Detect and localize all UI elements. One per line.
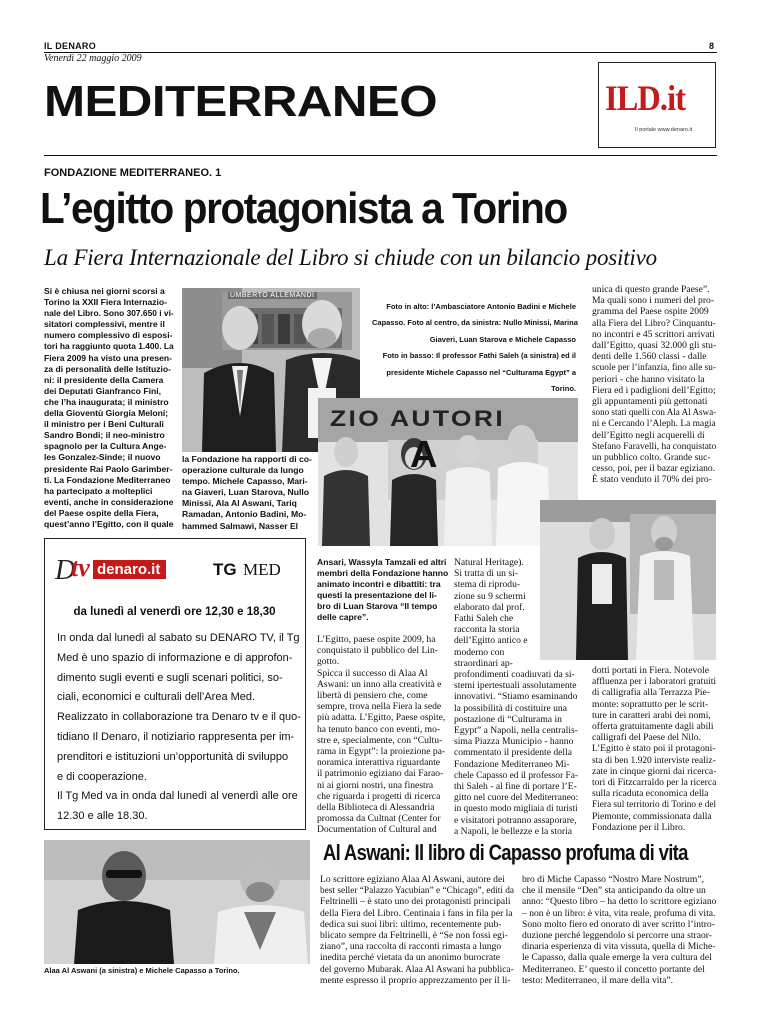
tv-line: Realizzato in collaborazione tra Denaro tv e il quo- <box>57 711 301 724</box>
intro-line: les Gonzalez-Sinde; il nuovo <box>44 452 161 463</box>
photo-aswani-capasso <box>44 840 310 964</box>
logo-med: MED <box>243 560 281 579</box>
body-line: Ma quali sono i numeri del pro- <box>592 295 715 307</box>
body-line: della Fiera del Libro. Centinaia i fans in fila per la <box>320 907 513 919</box>
intro-line: delle capre”. <box>317 612 369 623</box>
body-line: L’Egitto, paese ospite 2009, ha <box>317 634 436 645</box>
body-line: calligrafi del Paese del Nilo. <box>592 732 701 744</box>
body-line: conquistato il pubblico del Lin- <box>317 645 438 657</box>
body-line: promossa da Cultnat (Center for <box>317 813 441 825</box>
body-line: inedita perché vietata da un anonimo burocrate <box>320 952 501 964</box>
intro-line: dei Deputati Gianfranco Fini, <box>44 385 161 396</box>
body-line: ni e Cercando l’Aleph. La magia <box>592 418 716 430</box>
body-line: noramica interattiva riguardante <box>317 757 441 769</box>
body-line: moderno con <box>454 646 505 658</box>
body-line: Sono molto fiero ed onorato di aver scritto l’intro- <box>522 918 715 930</box>
intro-line: che l’ha inaugurata; il ministro <box>44 396 169 407</box>
body-line: innovativi. “Stiamo esaminando <box>454 691 578 703</box>
intro-line: della Gioventù Giorgia Meloni; <box>44 408 169 419</box>
body-line: elaborato dal prof. <box>454 601 525 613</box>
body-line: stema di riprodu- <box>454 579 521 591</box>
intro-line: ha partecipato a molteplici <box>44 485 153 496</box>
article-column-right <box>592 284 716 486</box>
tv-schedule: da lunedì al venerdì ore 12,30 e 18,30 <box>73 606 276 618</box>
tv-line: Med è uno spazio di informazione e di approfon- <box>57 651 293 664</box>
photo-sign: UMBERTO ALLEMANDI <box>230 292 315 299</box>
body-line: Natural Heritage). <box>454 557 524 568</box>
caption-line: presidente Michele Capasso nel “Culturama Egypt” a <box>386 367 576 377</box>
body-line: e visitatori potranno assaporare, <box>454 814 577 826</box>
body-line: L’Egitto è stato poi il protagoni- <box>592 743 716 755</box>
section-title: MEDITERRANEO <box>44 77 438 126</box>
body-line: anno: “Questo libro – ha detto lo scrittore egiziano <box>522 896 716 908</box>
body-line: ha tenuto banco con eventi, mo- <box>317 723 441 735</box>
photo-banner-text: ZIO AUTORI <box>330 406 506 431</box>
body-line: dotti portati in Fiera. Notevole <box>592 665 709 676</box>
intro-line: tempo. Michele Capasso, Mari- <box>182 476 308 487</box>
body-line: Piemonte, commissionata dalla <box>592 810 712 822</box>
second-article-column-1 <box>320 874 514 986</box>
body-line: dedica sui suoi libri: ultimo, recentemente pub- <box>320 918 502 930</box>
body-line: Stefano Faravelli, ha conquistato <box>592 440 716 452</box>
body-line: rama in Egypt”: la proiezione pa- <box>317 746 446 758</box>
tv-line: In onda dal lunedì al sabato su DENARO TV, il Tg <box>57 632 300 644</box>
body-line: ziano”, una raccolta di racconti rimasta a lungo <box>320 941 502 953</box>
body-line: blicato sempre da Feltrinelli, è “Se non fossi egi- <box>320 930 508 942</box>
body-line: Feltrinelli – è stato uno dei protagonisti principali <box>320 896 511 908</box>
body-line: Si tratta di un si- <box>454 568 518 580</box>
intro-line: hammed Salmawi, Nasser El <box>182 520 299 531</box>
body-line: duzione perché leggendolo si percorre una straor- <box>522 930 713 942</box>
body-line: denti delle 1.560 classi - dalle <box>592 351 707 363</box>
body-line: un pubblico colto. Grande suc- <box>592 452 711 464</box>
intro-line: la Fondazione ha rapporti di co- <box>182 454 312 464</box>
intro-line: presidente Rai Paolo Garimber- <box>44 463 173 474</box>
body-line: best seller “Palazzo Yacubian” e “Chicago”, editi da <box>320 885 514 897</box>
body-line: straordinari ap- <box>454 657 513 669</box>
intro-line: za di personalità delle Istituzio- <box>44 363 172 374</box>
second-article-title: Al Aswani: Il libro di Capasso profuma di vita <box>323 840 688 865</box>
intro-line: Torino la XXII Fiera Internazio- <box>44 297 168 308</box>
body-line: no incontri e 45 scrittori arrivati <box>592 328 715 340</box>
body-line: offerta gratuitamente dagli abili <box>592 721 714 733</box>
ildenaro-logo: ILD.it <box>605 78 686 118</box>
body-line: Fiera ed i padiglioni dell’Egitto; <box>592 384 716 396</box>
article-intro-continued-2 <box>317 557 449 624</box>
body-line: Fathi Saleh che <box>454 613 514 625</box>
intro-line: animato incontri e dibattiti: tra <box>317 579 441 590</box>
body-line: della Biblioteca di Alessandria <box>317 802 435 814</box>
intro-line: Si è chiusa nei giorni scorsi a <box>44 286 165 296</box>
body-line: Aswani: un inno alla creatività e <box>317 678 442 690</box>
body-line: la possibilità di costituire una <box>454 702 567 714</box>
article-intro <box>44 286 174 530</box>
body-line: sta di ben 1.920 interviste realiz- <box>592 754 716 766</box>
intro-line: Fiera 2009 ha visto una presen- <box>44 352 173 363</box>
body-line: scuole per l’infanzia, fino alle su- <box>592 362 716 374</box>
intro-line: eventi, anche in considerazione <box>44 496 174 507</box>
article-column-c <box>592 665 716 833</box>
intro-line: Ansari, Wassyla Tamzali ed altri <box>317 557 447 567</box>
body-line: stre e, specialmente, con “Cultu- <box>317 734 443 746</box>
body-line: sulla ricaduta economica della <box>592 788 709 800</box>
intro-line: questi la presentazione del li- <box>317 590 437 601</box>
body-line: Documentation of Cultural and <box>317 824 437 836</box>
intro-line: membri della Fondazione hanno <box>317 568 449 579</box>
tv-line: Il Tg Med va in onda dal lunedì al venerdì alle ore <box>57 790 298 803</box>
body-line: zate in cinque giorni dai ricerca- <box>592 765 716 777</box>
caption-line: Capasso. Foto al centro, da sinistra: Nullo Minissi, Marina <box>372 318 578 327</box>
body-line: stemi ipertestuali assolutamente <box>454 680 577 692</box>
body-line: in questo modo migliaia di turisti <box>454 803 578 815</box>
body-line: tori di Fitzcarraldo per la ricerca <box>592 777 716 789</box>
body-line: che il mensile “Den” sta anticipando da oltre un <box>522 885 706 897</box>
ildenaro-logo-box[interactable] <box>598 62 716 148</box>
logo-brand: denaro.it <box>93 560 166 579</box>
body-line: monte: soprattutto per le scrit- <box>592 698 709 710</box>
body-line: È stato venduto il 70% dei pro- <box>592 474 712 486</box>
body-line: gramma del Paese ospite 2009 <box>592 306 709 318</box>
body-line: del governo Mubarak. Alaa Al Aswani ha pubblica- <box>320 963 514 975</box>
tv-line: tidiano Il Denaro, il notiziario rappresenta per im- <box>57 730 295 743</box>
newspaper-name: IL DENARO <box>44 41 97 51</box>
body-line: gotto. <box>317 656 340 668</box>
caption-line: Foto in basso: Il professor Fathi Saleh (a sinistra) ed il <box>382 351 576 360</box>
tv-line: e di cooperazione. <box>57 770 147 783</box>
intro-line: operazione culturale da lungo <box>182 465 304 476</box>
intro-line: Minissi, Ala Al Aswani, Tariq <box>182 498 297 509</box>
body-line: racconta la storia <box>454 624 520 636</box>
intro-line: il ministro per i Beni Culturali <box>44 419 164 430</box>
body-line: Fondazione per il Libro. <box>592 821 686 833</box>
body-line: profondimenti coadiuvati da si- <box>454 669 575 681</box>
photos-caption <box>372 294 576 401</box>
body-line: ture in caratteri arabi dei nomi, <box>592 709 711 721</box>
caption-line: Foto in alto: l’Ambasciatore Antonio Badini e Michele <box>386 301 576 311</box>
body-line: il patrimonio egiziano dai Farao- <box>317 768 444 780</box>
body-line: sono stati quelli con Ala Al Aswa- <box>592 407 716 419</box>
body-line: testo: Mediterraneo, il mare della vita”. <box>522 974 674 986</box>
header-rule <box>44 52 717 53</box>
caption-line: Giaveri, Luan Starova e Michele Capasso <box>429 334 576 344</box>
intro-line: quest’anno l’Egitto, con il quale <box>44 518 174 529</box>
article-intro-continued <box>182 454 314 532</box>
body-line: Spicca il successo di Alaa Al <box>317 667 428 679</box>
body-line: postazione di “Culturama in <box>454 713 562 725</box>
denaro-tv-logo[interactable] <box>55 553 305 586</box>
body-line: Egypt” a Napoli, nella centralis- <box>454 725 578 737</box>
article-column-a <box>317 634 449 836</box>
body-line: cesso, poi, per il bazar egiziano. <box>592 463 716 475</box>
tv-description <box>57 629 301 827</box>
body-line: dell’Egitto negli acquerelli di <box>592 429 705 441</box>
intro-line: del Paese ospite della Fiera, <box>44 507 159 518</box>
body-line: le Capasso, dalla quale emerge la vera cultura del <box>522 952 712 964</box>
body-line: periori - che hanno visitato la <box>592 373 705 385</box>
section-rule <box>44 155 717 156</box>
body-line: dell’Egitto antico e <box>454 635 528 647</box>
intro-line: ni: il presidente della Camera <box>44 374 164 385</box>
logo-tv: tv <box>71 553 90 582</box>
ildenaro-logo-tagline: Il portale www.denaro.it <box>635 127 693 133</box>
intro-line: nale del Libro. Sono 307.650 i vi- <box>44 308 174 319</box>
tv-line: prenditori e istituzioni un’opportunità di sviluppo <box>57 750 289 763</box>
body-line: affluenza per i laboratori gratuiti <box>592 676 716 688</box>
body-line: libertà di pensiero che, come <box>317 690 428 702</box>
second-article-column-2 <box>522 874 716 986</box>
page-number: 8 <box>709 41 715 51</box>
body-line: dall’Egitto, quasi 32.000 gli stu- <box>592 340 716 352</box>
body-line: Mediterraneo. E’ questo il concetto portante del <box>522 963 705 975</box>
body-line: ni ai giorni nostri, una finestra <box>317 779 434 791</box>
intro-line: ti. La Fondazione Mediterraneo <box>44 474 171 485</box>
article-kicker: FONDAZIONE MEDITERRANEO. 1 <box>44 167 222 179</box>
issue-date: Venerdì 22 maggio 2009 <box>44 53 142 64</box>
intro-line: Ramadan, Antonio Badini, Mo- <box>182 509 307 520</box>
second-photo-caption: Alaa Al Aswani (a sinistra) e Michele Capasso a Torino. <box>44 966 240 975</box>
intro-line: tori ha raggiunto quota 1.400. La <box>44 341 174 352</box>
body-line: commentato il presidente della <box>454 747 573 759</box>
photo-group-minissi-giaveri-starova-capasso <box>318 398 578 546</box>
intro-line: sitatori complessivi, mentre il <box>44 319 165 330</box>
caption-line: Torino. <box>551 384 576 393</box>
body-line: sima Piazza Municipio - hanno <box>454 736 574 748</box>
intro-line: numero complessivo di esposi- <box>44 330 173 341</box>
intro-line: na Giaveri, Luan Starova, Nullo <box>182 487 310 498</box>
tv-line: ciali, economici e culturali dell’Area Med. <box>57 691 256 704</box>
body-line: Fiera sul territorio di Torino e del <box>592 799 716 811</box>
body-line: dinaria esperienza di vita vissuta, quella di Miche- <box>522 941 716 953</box>
body-line: a Napoli, le bellezze e la storia <box>454 825 572 837</box>
body-line: gli appuntamenti più gettonati <box>592 396 708 408</box>
body-line: unica di questo grande Paese”. <box>592 284 710 295</box>
logo-d: D <box>55 555 76 586</box>
tv-line: 12.30 e alle 18.30. <box>57 810 148 823</box>
body-line: mente espresso il proprio apprezzamento per il li- <box>320 974 511 986</box>
body-line: thi Saleh - al fine di portare l’E- <box>454 781 577 793</box>
body-line: alla Fiera del Libro? Cinquantu- <box>592 317 716 329</box>
intro-line: spagnolo per la Cultura Ange- <box>44 441 167 452</box>
logo-tg: TG <box>213 560 237 579</box>
body-line: sempre, trova nella Fiera la sede <box>317 701 442 713</box>
body-line: chele Capasso ed il professor Fa- <box>454 769 578 781</box>
body-line: Fondazione Mediterraneo Mi- <box>454 758 570 770</box>
body-line: più adatta. L’Egitto, Paese ospite, <box>317 712 446 724</box>
intro-line: bro di Luan Starova “Il tempo <box>317 601 438 612</box>
photo-banner-letter: A <box>410 434 438 476</box>
body-line: bro di Miche Capasso “Nostro Mare Nostrum”, <box>522 874 704 885</box>
article-column-b <box>454 557 578 837</box>
tv-line: dimento sugli eventi e sugli scenari politici, so- <box>57 671 283 684</box>
tg-med-box <box>44 538 306 830</box>
body-line: gitto nel cuore del Mediterraneo: <box>454 792 578 804</box>
article-subtitle: La Fiera Internazionale del Libro si chiude con un bilancio positivo <box>44 245 657 270</box>
intro-line: Sandro Bondi; il neo-ministro <box>44 430 165 441</box>
body-line: zione su 9 schermi <box>454 590 526 602</box>
body-line: Lo scrittore egiziano Alaa Al Aswani, autore dei <box>320 874 505 885</box>
article-title: L’egitto protagonista a Torino <box>40 184 567 233</box>
body-line: che riguarda i progetti di ricerca <box>317 790 441 802</box>
body-line: di calligrafia alla Terrazza Pie- <box>592 687 710 699</box>
body-line: – non è un libro: è vita, vita reale, profuma di vita. <box>522 907 716 919</box>
